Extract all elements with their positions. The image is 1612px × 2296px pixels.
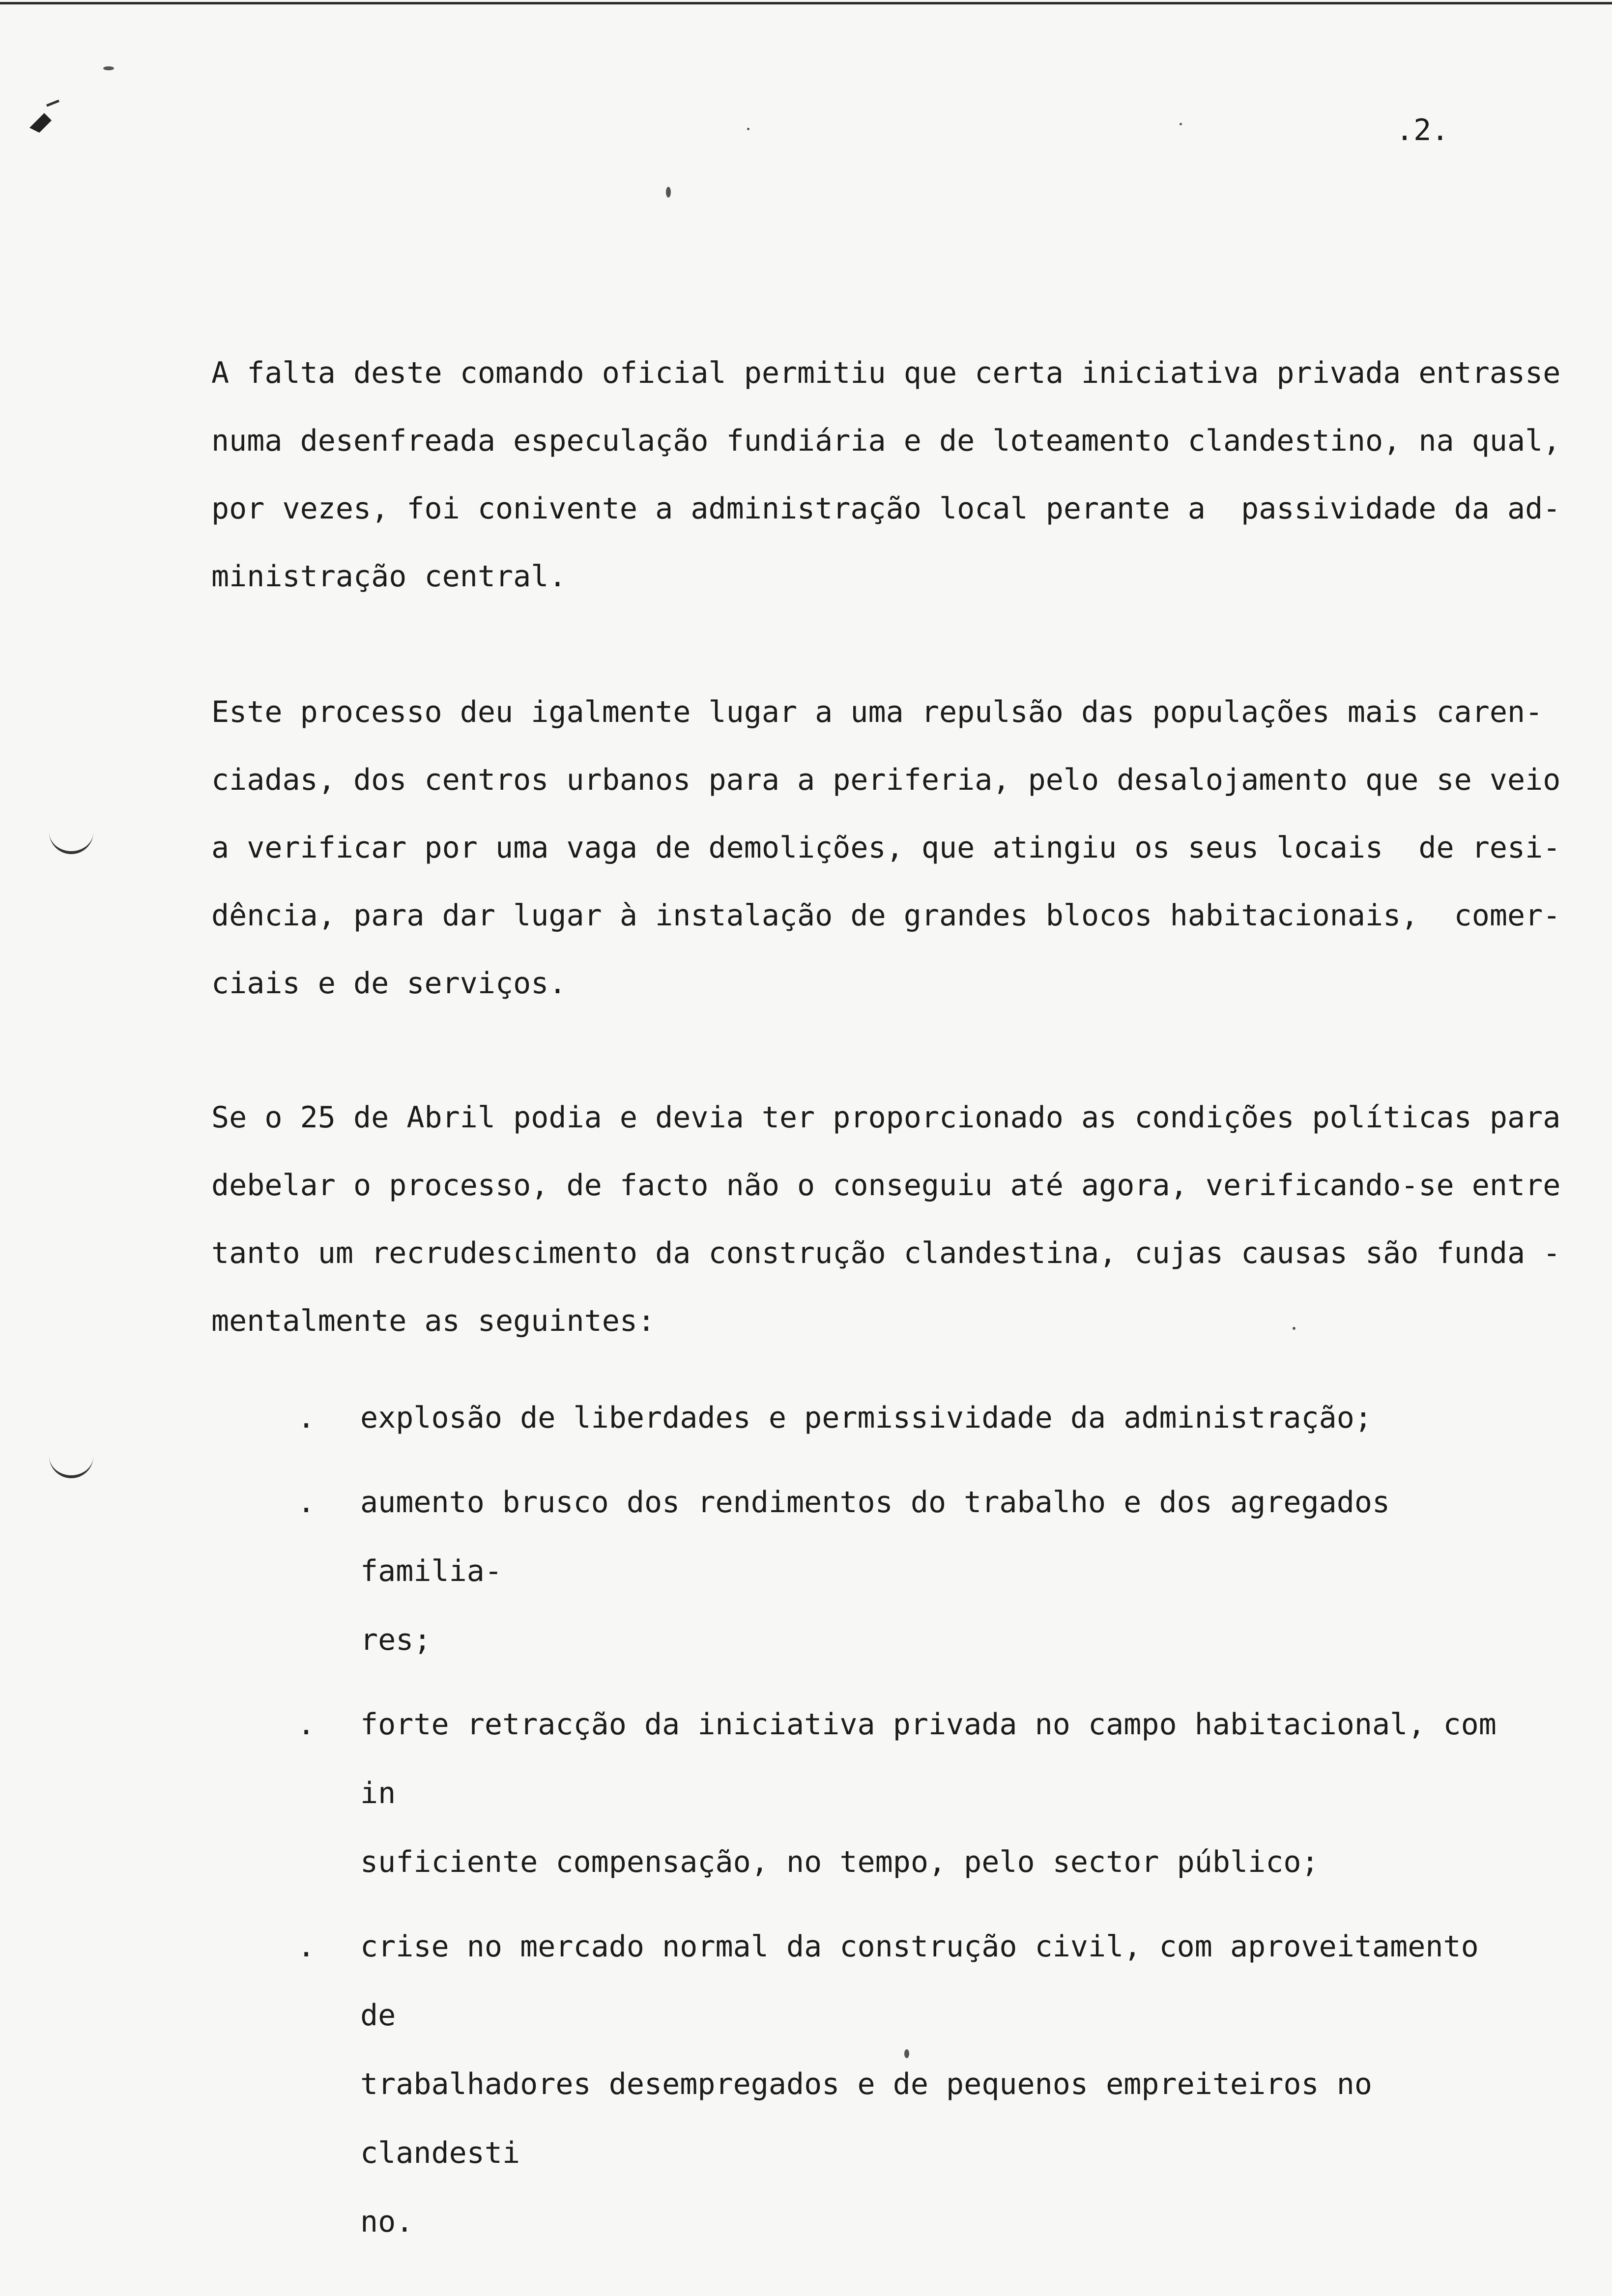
list-item-text: aumento brusco dos rendimentos do trabalho e dos agregados familia- bbox=[360, 1485, 1390, 1588]
scan-speck bbox=[666, 187, 671, 198]
list-item-text: trabalhadores desempregados e de pequenos empreiteiros no clandesti bbox=[360, 2067, 1373, 2170]
list-item-text: no. bbox=[360, 2205, 414, 2239]
list-item bbox=[297, 1468, 1501, 1674]
corner-pen-mark-icon bbox=[25, 98, 64, 138]
scan-speck bbox=[103, 66, 114, 70]
bullet-marker: . bbox=[297, 1929, 316, 1964]
page-number: .2. bbox=[1396, 113, 1449, 147]
binder-hole-mark bbox=[49, 1455, 93, 1478]
list-item-text: crise no mercado normal da construção civil, com aproveitamento de bbox=[360, 1929, 1479, 2033]
scan-speck bbox=[1293, 1327, 1295, 1330]
list-item bbox=[297, 1912, 1501, 2256]
paragraph-line: A falta deste comando oficial permitiu que certa iniciativa privada entrasse bbox=[211, 356, 1561, 390]
paragraph-line: a verificar por uma vaga de demolições, que atingiu os seus locais de resi- bbox=[211, 831, 1561, 865]
binder-hole-mark bbox=[49, 831, 93, 854]
paragraph-line: dência, para dar lugar à instalação de grandes blocos habitacionais, comer- bbox=[211, 898, 1561, 933]
paragraph-line: tanto um recrudescimento da construção clandestina, cujas causas são funda - bbox=[211, 1236, 1561, 1270]
list-item bbox=[297, 1383, 1501, 1452]
bullet-marker: . bbox=[297, 1401, 316, 1435]
paragraph-3 bbox=[211, 1084, 1561, 1355]
top-border-line bbox=[0, 2, 1612, 4]
paragraph-line: numa desenfreada especulação fundiária e de loteamento clandestino, na qual, bbox=[211, 424, 1561, 458]
paragraph-line: debelar o processo, de facto não o conseguiu até agora, verificando-se entre bbox=[211, 1168, 1561, 1203]
bullet-marker: . bbox=[297, 1707, 316, 1742]
paragraph-line: Se o 25 de Abril podia e devia ter proporcionado as condições políticas para bbox=[211, 1100, 1561, 1135]
paragraph-line: ministração central. bbox=[211, 559, 567, 594]
list-item-text: forte retracção da iniciativa privada no campo habitacional, com in bbox=[360, 1707, 1497, 1810]
list-item-text: explosão de liberdades e permissividade da administração; bbox=[360, 1401, 1373, 1435]
scan-speck bbox=[904, 2049, 909, 2058]
list-item-text: suficiente compensação, no tempo, pelo sector público; bbox=[360, 1845, 1319, 1879]
bullet-marker: . bbox=[297, 1485, 316, 1520]
paragraph-line: Este processo deu igalmente lugar a uma repulsão das populações mais caren- bbox=[211, 695, 1543, 729]
paragraph-line: ciadas, dos centros urbanos para a periferia, pelo desalojamento que se veio bbox=[211, 763, 1561, 797]
paragraph-line: por vezes, foi conivente a administração local perante a passividade da ad- bbox=[211, 491, 1561, 526]
paragraph-1 bbox=[211, 339, 1561, 610]
scan-speck bbox=[747, 128, 749, 130]
paragraph-line: ciais e de serviços. bbox=[211, 966, 567, 1001]
causes-list bbox=[297, 1383, 1501, 2272]
list-item bbox=[297, 1690, 1501, 1896]
scan-speck bbox=[1180, 123, 1182, 125]
list-item-text: res; bbox=[360, 1623, 432, 1657]
paragraph-2 bbox=[211, 678, 1561, 1017]
paragraph-line: mentalmente as seguintes: bbox=[211, 1304, 656, 1338]
